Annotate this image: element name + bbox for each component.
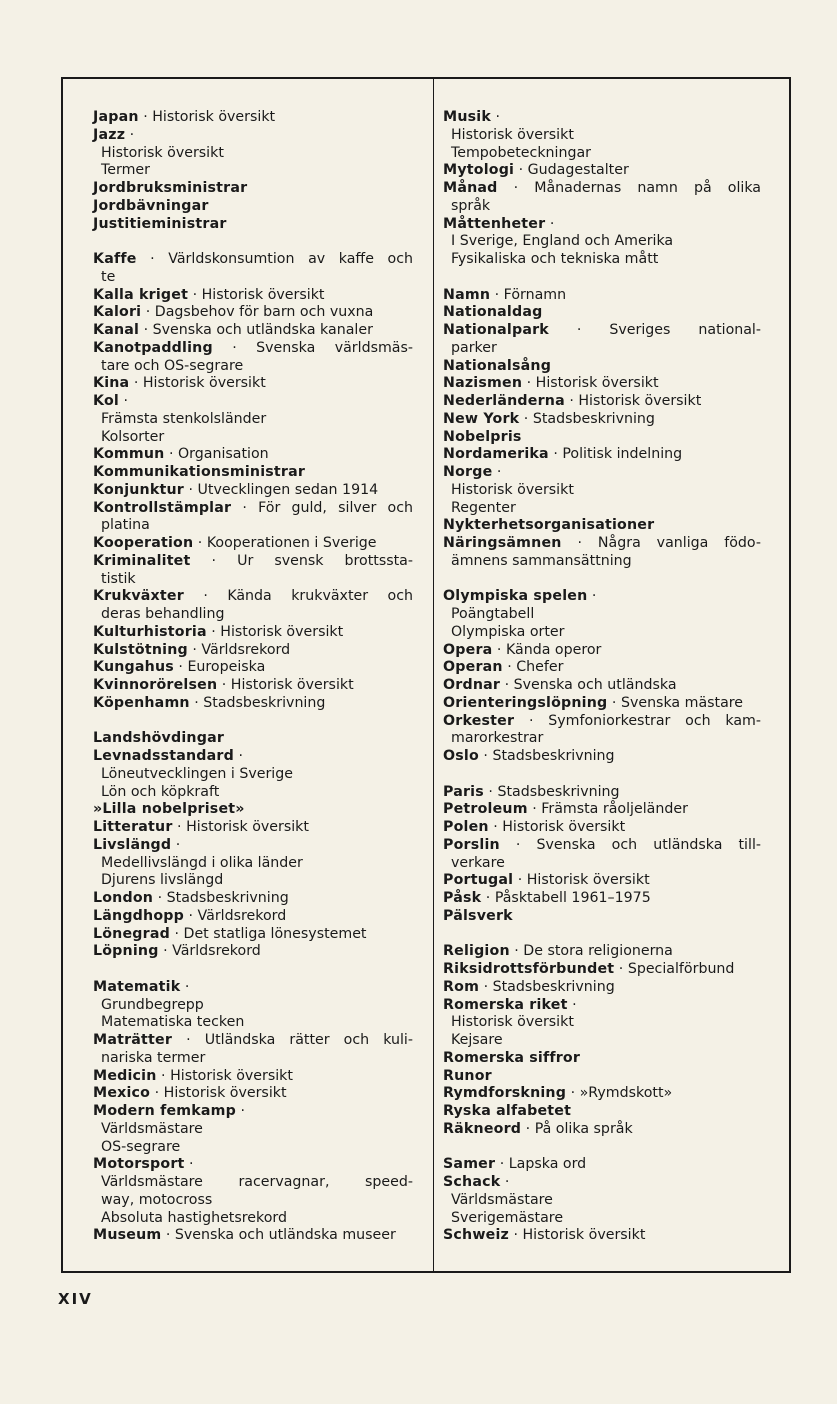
entry-subtopic: I Sverige, England och Amerika <box>451 233 674 250</box>
entry-heading: Petroleum <box>443 801 528 818</box>
entry-description: Sveriges national- <box>609 322 761 338</box>
index-entry-lopning: Löpning · Världsrekord <box>93 943 261 960</box>
entry-heading: Nazismen <box>443 375 523 392</box>
entry-continuation: marorkestrar <box>451 730 544 747</box>
entry-description: Historisk översikt <box>186 819 309 835</box>
entry-heading: Kungahus <box>93 659 174 676</box>
index-entry-palsverk <box>443 908 761 926</box>
index-entry-nationalpark: Nationalpark · Sveriges national- parker <box>443 322 761 356</box>
entry-description: Svenska världsmäs- <box>256 339 413 356</box>
entry-description: Historisk översikt <box>230 677 354 693</box>
entry-description: Världsrekord <box>172 943 261 960</box>
entry-heading: Krukväxter <box>93 588 184 605</box>
entry-subtopic: Historisk översikt <box>451 1014 574 1031</box>
entry-description: Kända operor <box>505 641 602 658</box>
entry-heading: Japan <box>93 109 139 125</box>
entry-heading: »Lilla nobelpriset» <box>93 801 245 818</box>
index-entry-rom: Rom · Stadsbeskrivning <box>443 978 615 995</box>
entry-heading: Lönegrad <box>93 925 170 942</box>
index-entry-ryska-alfabetet <box>443 1103 761 1121</box>
index-entry-romerska-siffror <box>443 1050 761 1068</box>
entry-description: På olika språk <box>534 1120 633 1137</box>
index-entry-kommunikationsministrar <box>93 464 413 482</box>
index-entry-nationalsang <box>443 358 761 376</box>
entry-heading: Näringsämnen <box>443 535 562 551</box>
entry-heading: Kontrollstämplar <box>93 499 232 516</box>
entry-subtopic: OS-segrare <box>101 1138 181 1155</box>
entry-heading: Maträtter <box>93 1032 173 1048</box>
index-entry-jordbruksministrar <box>93 180 413 198</box>
index-entry-motorsport: Motorsport · Världsmästare racervagnar, speed- way, motocross Absoluta hastighetsrekord <box>93 1156 413 1226</box>
section-gap <box>443 926 761 944</box>
entry-description: Historisk översikt <box>142 375 266 392</box>
entry-heading: Museum <box>93 1227 162 1244</box>
entry-heading: Mytologi <box>443 162 515 179</box>
entry-heading: Nationaldag <box>443 304 543 321</box>
entry-description: Historisk översikt <box>502 819 626 835</box>
index-entry-opera: Opera · Kända operor <box>443 641 602 658</box>
entry-heading: Kommun <box>93 446 165 463</box>
entry-continuation: tistik <box>101 570 136 587</box>
entry-heading: Mexico <box>93 1085 151 1102</box>
index-entry-paris: Paris · Stadsbeskrivning <box>443 783 620 800</box>
entry-heading: Samer <box>443 1156 496 1173</box>
entry-description: Stadsbeskrivning <box>497 783 620 800</box>
index-entry-kulturhistoria: Kulturhistoria · Historisk översikt <box>93 623 344 640</box>
index-entry-manad: Månad · Månadernas namn på olika språk <box>443 180 761 214</box>
entry-description: Europeiska <box>187 659 266 676</box>
entry-heading: Religion <box>443 943 510 960</box>
entry-subtopic: Termer <box>101 162 150 179</box>
index-entry-japan: Japan · Historisk översikt <box>93 109 276 125</box>
entry-subtopic: Medellivslängd i olika länder <box>101 854 303 871</box>
entry-heading: Livslängd <box>93 836 172 853</box>
entry-description: Påsktabell 1961–1975 <box>494 890 651 906</box>
left-column <box>93 109 413 1245</box>
entry-subtopic: Världsmästare <box>101 1120 203 1137</box>
entry-heading: Kaffe <box>93 251 137 267</box>
index-entry-kanotpaddling: Kanotpaddling · Svenska världsmäs- tare och OS-segrare <box>93 339 413 374</box>
entry-heading: New York <box>443 410 520 427</box>
entry-description: Månadernas namn på olika <box>534 180 761 196</box>
entry-heading: Kanal <box>93 322 140 338</box>
entry-heading: London <box>93 890 154 906</box>
section-gap <box>443 1139 761 1157</box>
index-entry-nazismen: Nazismen · Historisk översikt <box>443 375 659 392</box>
index-entry-kopenhamn: Köpenhamn · Stadsbeskrivning <box>93 694 326 711</box>
entry-heading: Köpenhamn <box>93 694 190 711</box>
entry-heading: Polen <box>443 819 489 835</box>
entry-description: Världsrekord <box>201 641 291 658</box>
index-entry-olympiska-spelen: Olympiska spelen · Poängtabell Olympiska orter <box>443 588 761 641</box>
entry-description: Historisk översikt <box>578 393 702 409</box>
entry-heading: Orienteringslöpning <box>443 694 608 711</box>
entry-heading: Runor <box>443 1067 492 1084</box>
index-entry-runor <box>443 1068 761 1086</box>
entry-subtopic: Djurens livslängd <box>101 872 224 889</box>
entry-heading: Matematik <box>93 978 181 995</box>
entry-description: Svenska och utländska kanaler <box>152 322 373 338</box>
entry-heading: Medicin <box>93 1067 157 1084</box>
index-entry-lilla-nobelpriset <box>93 801 413 819</box>
index-entry-nordamerika: Nordamerika · Politisk indelning <box>443 446 683 463</box>
index-entry-kina: Kina · Historisk översikt <box>93 375 266 392</box>
entry-heading: Nationalpark <box>443 322 549 338</box>
entry-subtopic: Kejsare <box>451 1032 503 1048</box>
index-entry-kulstotning: Kulstötning · Världsrekord <box>93 641 291 658</box>
entry-continuation: tare och OS-segrare <box>101 357 244 374</box>
entry-heading: Kina <box>93 375 130 392</box>
section-gap <box>93 713 413 731</box>
index-entry-oslo: Oslo · Stadsbeskrivning <box>443 748 615 764</box>
index-entry-nobelpris <box>443 429 761 447</box>
entry-subtopic: Löneutvecklingen i Sverige <box>101 765 293 782</box>
entry-subtopic: way, motocross <box>101 1191 213 1208</box>
entry-heading: Riksidrottsförbundet <box>443 961 615 977</box>
entry-heading: Rom <box>443 978 480 995</box>
index-entry-samer: Samer · Lapska ord <box>443 1156 587 1173</box>
index-entry-portugal: Portugal · Historisk översikt <box>443 872 650 889</box>
entry-description: Kända krukväxter och <box>227 588 413 605</box>
index-entry-rymdforskning: Rymdforskning · »Rymdskott» <box>443 1085 673 1102</box>
index-entry-london: London · Stadsbeskrivning <box>93 890 289 906</box>
index-entry-romerska-riket: Romerska riket · Historisk översikt Kejsare <box>443 997 761 1050</box>
entry-heading: Kalla kriget <box>93 286 189 303</box>
entry-heading: Jordbävningar <box>93 197 209 214</box>
entry-description: Världsrekord <box>197 907 287 924</box>
index-entry-matratter: Maträtter · Utländska rätter och kuli- nariska termer <box>93 1032 413 1066</box>
index-entry-krukvaxter: Krukväxter · Kända krukväxter och deras behandling <box>93 588 413 622</box>
entry-description: Historisk översikt <box>535 375 659 392</box>
index-entry-nykterhetsorganisationer <box>443 517 761 535</box>
entry-description: Historisk översikt <box>526 872 650 889</box>
entry-heading: Namn <box>443 286 491 303</box>
entry-heading: Schweiz <box>443 1227 509 1244</box>
index-entry-kontrollstamplar: Kontrollstämplar · För guld, silver och platina <box>93 499 414 534</box>
index-entry-pask: Påsk · Påsktabell 1961–1975 <box>443 890 651 906</box>
entry-subtopic: Olympiska orter <box>451 623 565 640</box>
entry-description: Främsta råoljeländer <box>541 801 688 818</box>
index-entry-medicin: Medicin · Historisk översikt <box>93 1067 293 1084</box>
index-entry-schweiz: Schweiz · Historisk översikt <box>443 1227 646 1244</box>
page-number: XIV <box>58 1290 93 1308</box>
entry-subtopic: Absoluta hastighetsrekord <box>101 1209 287 1226</box>
entry-description: Stadsbeskrivning <box>532 410 655 427</box>
entry-heading: Modern femkamp <box>93 1103 237 1119</box>
entry-heading: Kriminalitet <box>93 552 191 569</box>
index-entry-landshovdingar <box>93 730 413 748</box>
entry-subtopic: Kolsorter <box>101 428 165 445</box>
entry-description: De stora religionerna <box>523 943 673 960</box>
index-entry-mytologi: Mytologi · Gudagestalter <box>443 162 629 179</box>
entry-heading: Kvinnorörelsen <box>93 677 218 693</box>
index-entry-riksidrottsforbundet: Riksidrottsförbundet · Specialförbund <box>443 961 735 977</box>
entry-heading: Justitieministrar <box>93 215 227 232</box>
right-column <box>443 109 761 1245</box>
entry-heading: Jordbruksministrar <box>93 180 248 196</box>
index-entry-kol: Kol · Främsta stenkolsländer Kolsorter <box>93 393 413 446</box>
entry-heading: Musik <box>443 109 491 125</box>
entry-description: Stadsbeskrivning <box>203 694 326 711</box>
entry-description: Lapska ord <box>508 1156 587 1173</box>
entry-description: Det statliga lönesystemet <box>183 925 367 942</box>
index-entry-kooperation: Kooperation · Kooperationen i Sverige <box>93 535 377 551</box>
entry-description: Några vanliga födo- <box>597 535 761 551</box>
index-entry-norge: Norge · Historisk översikt Regenter <box>443 464 761 517</box>
index-entry-jazz: Jazz · Historisk översikt Termer <box>93 127 413 180</box>
entry-heading: Påsk <box>443 890 482 906</box>
index-entry-konjunktur: Konjunktur · Utvecklingen sedan 1914 <box>93 481 379 498</box>
entry-heading: Romerska siffror <box>443 1049 581 1066</box>
index-entry-orienteringslopning: Orienteringslöpning · Svenska mästare <box>443 694 744 711</box>
section-gap <box>443 571 761 589</box>
entry-subtopic: Tempobeteckningar <box>451 144 591 161</box>
index-entry-matematik: Matematik · Grundbegrepp Matematiska tecken <box>93 979 413 1032</box>
index-entry-petroleum: Petroleum · Främsta råoljeländer <box>443 801 688 818</box>
entry-heading: Pälsverk <box>443 907 513 924</box>
entry-description: Historisk översikt <box>170 1067 293 1084</box>
entry-heading: Operan <box>443 659 503 676</box>
entry-continuation: te <box>101 268 116 285</box>
index-entry-operan: Operan · Chefer <box>443 659 564 676</box>
entry-description: Svenska och utländska museer <box>174 1227 396 1244</box>
index-entry-modern-femkamp: Modern femkamp · Världsmästare OS-segrare <box>93 1103 413 1156</box>
entry-description: Gudagestalter <box>527 162 629 179</box>
entry-description: Världskonsumtion av kaffe och <box>168 251 413 267</box>
entry-subtopic: Historisk översikt <box>451 126 574 143</box>
entry-heading: Olympiska spelen <box>443 588 588 605</box>
entry-heading: Romerska riket <box>443 996 568 1013</box>
entry-heading: Ryska alfabetet <box>443 1103 572 1119</box>
entry-heading: Räkneord <box>443 1120 522 1137</box>
entry-continuation: språk <box>451 197 491 214</box>
index-entry-kalla-kriget: Kalla kriget · Historisk översikt <box>93 286 325 303</box>
entry-continuation: nariska termer <box>101 1049 206 1066</box>
entry-description: Förnamn <box>503 286 567 303</box>
index-entry-litteratur: Litteratur · Historisk översikt <box>93 819 309 835</box>
index-entry-naringsamnen: Näringsämnen · Några vanliga födo- ämnens sammansättning <box>443 535 761 569</box>
entry-heading: Paris <box>443 783 484 800</box>
index-entry-namn: Namn · Förnamn <box>443 286 567 303</box>
index-entry-musik: Musik · Historisk översikt Tempobeteckningar <box>443 109 761 162</box>
index-entry-kaffe: Kaffe · Världskonsumtion av kaffe och te <box>93 251 413 285</box>
entry-subtopic: Sverigemästare <box>451 1209 564 1226</box>
index-entry-kvinnororelsen: Kvinnorörelsen · Historisk översikt <box>93 677 354 693</box>
section-gap <box>93 961 413 979</box>
entry-heading: Kulturhistoria <box>93 623 207 640</box>
entry-description: Organisation <box>178 446 269 463</box>
entry-description: Svenska och utländska till- <box>536 836 761 853</box>
index-entry-kriminalitet: Kriminalitet · Ur svensk brottssta- tistik <box>93 552 413 587</box>
entry-description: Stadsbeskrivning <box>492 748 615 764</box>
index-entry-new-york: New York · Stadsbeskrivning <box>443 410 655 427</box>
entry-heading: Kulstötning <box>93 641 188 658</box>
entry-subtopic: Poängtabell <box>451 606 535 622</box>
entry-heading: Schack <box>443 1174 501 1190</box>
entry-description: Utvecklingen sedan 1914 <box>197 481 379 498</box>
index-entry-kungahus: Kungahus · Europeiska <box>93 659 266 676</box>
index-entry-museum: Museum · Svenska och utländska museer <box>93 1227 396 1244</box>
entry-subtopic: Fysikaliska och tekniska mått <box>451 251 659 267</box>
entry-heading: Ordnar <box>443 677 501 693</box>
index-entry-mattenheter: Måttenheter · I Sverige, England och Amerika Fysikaliska och tekniska mått <box>443 216 761 269</box>
entry-subtopic: Matematiska tecken <box>101 1014 245 1031</box>
entry-heading: Jazz <box>93 126 126 143</box>
entry-description: Ur svensk brottssta- <box>237 552 413 569</box>
index-entry-lonegrad: Lönegrad · Det statliga lönesystemet <box>93 925 367 942</box>
entry-description: Svenska mästare <box>620 694 744 711</box>
entry-heading: Längdhopp <box>93 907 184 924</box>
entry-heading: Porslin <box>443 836 500 853</box>
entry-continuation: ämnens sammansättning <box>451 552 632 569</box>
section-gap <box>93 233 413 251</box>
entry-heading: Norge <box>443 464 493 480</box>
entry-heading: Nederländerna <box>443 393 565 409</box>
entry-description: Dagsbehov för barn och vuxna <box>154 304 374 321</box>
entry-heading: Levnadsstandard <box>93 748 234 764</box>
entry-heading: Motorsport <box>93 1156 185 1173</box>
entry-heading: Kommunikationsministrar <box>93 464 306 480</box>
entry-continuation: parker <box>451 339 497 356</box>
entry-heading: Portugal <box>443 872 514 889</box>
entry-description: Stadsbeskrivning <box>166 890 289 906</box>
entry-continuation: platina <box>101 517 150 534</box>
section-gap <box>443 766 761 784</box>
index-entry-nationaldag <box>443 304 761 322</box>
entry-description: Historisk översikt <box>152 109 276 125</box>
entry-continuation: verkare <box>451 854 505 871</box>
entry-heading: Rymdforskning <box>443 1085 567 1102</box>
index-entry-schack: Schack · Världsmästare Sverigemästare <box>443 1174 761 1227</box>
entry-heading: Kalori <box>93 304 142 321</box>
index-entry-ordnar: Ordnar · Svenska och utländska <box>443 677 677 693</box>
entry-description: Svenska och utländska <box>513 677 677 693</box>
entry-heading: Konjunktur <box>93 481 184 498</box>
entry-description: Symfoniorkestrar och kam- <box>548 712 761 729</box>
entry-subtopic: Historisk översikt <box>451 481 574 498</box>
entry-subtopic: Lön och köpkraft <box>101 783 220 800</box>
entry-heading: Nordamerika <box>443 446 549 463</box>
entry-description: Historisk översikt <box>163 1085 287 1102</box>
index-entry-jordbavningar <box>93 198 413 216</box>
entry-heading: Kanotpaddling <box>93 339 213 356</box>
index-entry-langdhopp: Längdhopp · Världsrekord <box>93 907 287 924</box>
index-entry-porslin: Porslin · Svenska och utländska till- verkare <box>443 836 761 871</box>
entry-heading: Landshövdingar <box>93 730 225 747</box>
entry-heading: Månad <box>443 180 498 196</box>
index-entry-justitieministrar <box>93 216 413 234</box>
entry-description: Stadsbeskrivning <box>492 978 615 995</box>
index-entry-levnadsstandard: Levnadsstandard · Löneutvecklingen i Sverige Lön och köpkraft <box>93 748 413 801</box>
entry-heading: Litteratur <box>93 819 173 835</box>
index-entry-rakneord: Räkneord · På olika språk <box>443 1120 633 1137</box>
entry-heading: Kooperation <box>93 535 194 551</box>
entry-heading: Oslo <box>443 748 479 764</box>
index-entry-mexico: Mexico · Historisk översikt <box>93 1085 287 1102</box>
index-entry-religion: Religion · De stora religionerna <box>443 943 673 960</box>
index-entry-livslangd: Livslängd · Medellivslängd i olika länder Djurens livslängd <box>93 837 413 890</box>
entry-heading: Löpning <box>93 943 159 960</box>
entry-subtopic: Grundbegrepp <box>101 996 204 1013</box>
index-entry-nederlanderna: Nederländerna · Historisk översikt <box>443 393 702 409</box>
entry-description: Historisk översikt <box>201 286 325 303</box>
entry-subtopic: Historisk översikt <box>101 144 224 161</box>
entry-heading: Nationalsång <box>443 357 552 374</box>
section-gap <box>443 269 761 287</box>
entry-heading: Orkester <box>443 712 515 729</box>
entry-subtopic: Världsmästare racervagnar, speed- <box>101 1174 413 1190</box>
entry-description: Utländska rätter och kuli- <box>204 1032 413 1048</box>
entry-description: Historisk översikt <box>522 1227 646 1244</box>
entry-description: För guld, silver och <box>258 499 414 516</box>
entry-subtopic: Främsta stenkolsländer <box>101 410 267 427</box>
index-entry-orkester: Orkester · Symfoniorkestrar och kam- marorkestrar <box>443 712 761 747</box>
entry-description: Politisk indelning <box>562 446 683 463</box>
index-entry-kalori: Kalori · Dagsbehov för barn och vuxna <box>93 304 374 321</box>
entry-subtopic: Regenter <box>451 499 516 516</box>
entry-subtopic: Världsmästare <box>451 1191 553 1208</box>
index-entry-polen: Polen · Historisk översikt <box>443 819 626 835</box>
entry-heading: Nykterhetsorganisationer <box>443 517 655 534</box>
entry-description: »Rymdskott» <box>579 1085 673 1102</box>
entry-heading: Nobelpris <box>443 428 522 445</box>
entry-heading: Kol <box>93 393 119 409</box>
entry-heading: Måttenheter <box>443 215 546 232</box>
entry-description: Historisk översikt <box>220 623 344 640</box>
entry-heading: Opera <box>443 641 493 658</box>
entry-continuation: deras behandling <box>101 606 225 622</box>
index-entry-kanal: Kanal · Svenska och utländska kanaler <box>93 322 373 338</box>
entry-description: Specialförbund <box>627 961 735 977</box>
entry-description: Chefer <box>516 659 564 676</box>
entry-description: Kooperationen i Sverige <box>206 535 377 551</box>
index-entry-kommun: Kommun · Organisation <box>93 446 269 463</box>
